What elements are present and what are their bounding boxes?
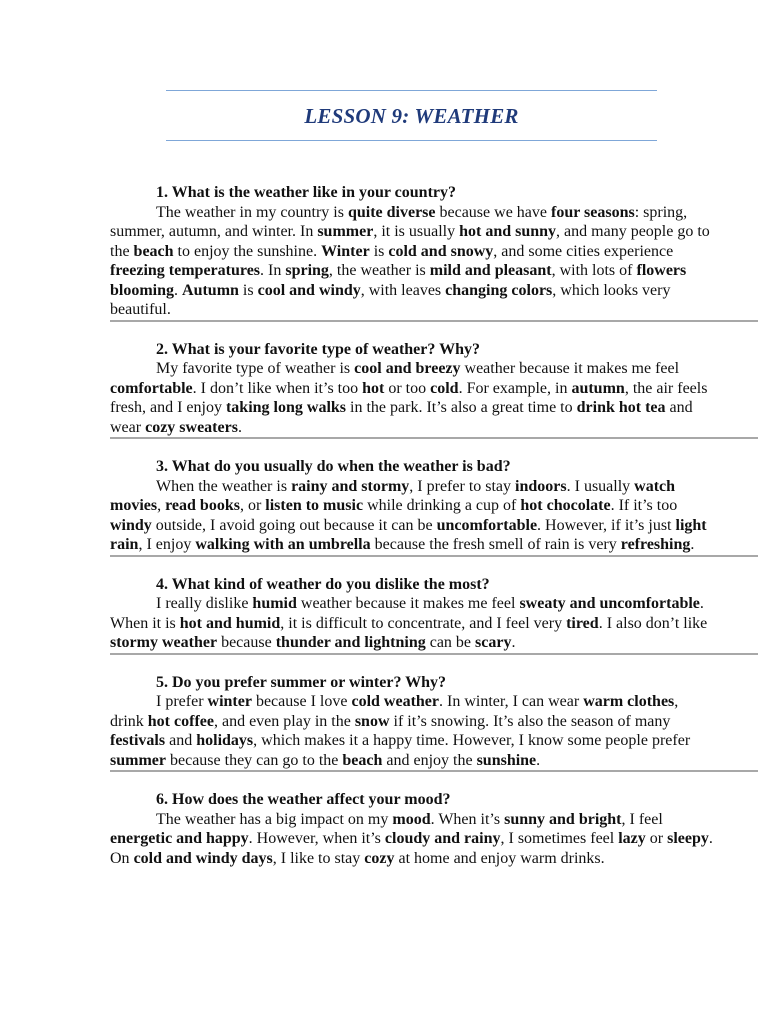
answer-text: .	[174, 281, 183, 299]
answer-text: .	[690, 536, 695, 553]
answer-keyword: four seasons	[551, 203, 635, 221]
page-title: LESSON 9: WEATHER	[304, 104, 519, 128]
answer-text: When the weather is	[156, 477, 292, 495]
answer-keyword: read books	[165, 497, 240, 514]
answer-keyword: humid	[252, 595, 297, 612]
answer-keyword: sleepy	[667, 830, 709, 847]
answer-keyword: beach	[342, 751, 383, 769]
answer-keyword: flowers blooming	[110, 262, 687, 299]
question-heading: 5. Do you prefer summer or winter? Why?	[156, 673, 447, 691]
answer-keyword: cold	[430, 379, 459, 397]
answer-text: in the park. It’s also a great time to	[346, 399, 577, 416]
answer-keyword: rainy and stormy	[291, 477, 410, 495]
answer-paragraph	[110, 594, 758, 653]
answer-keyword: changing colors	[445, 281, 553, 299]
answer-keyword: tired	[566, 614, 599, 632]
answer-keyword: thunder and lightning	[275, 634, 426, 651]
answer-keyword: cozy	[364, 849, 395, 867]
answer-keyword: hot and sunny	[459, 223, 557, 240]
answer-text: I prefer	[156, 693, 208, 710]
answer-keyword: cool and windy	[257, 281, 361, 299]
answer-text: , with lots of	[551, 262, 637, 279]
answer-keyword: cold weather	[351, 693, 439, 710]
answer-paragraph	[110, 692, 758, 770]
answer-text: and wear	[110, 399, 693, 436]
answer-keyword: windy	[110, 516, 152, 534]
answer-keyword: summer	[317, 223, 374, 240]
answer-keyword: walking with an umbrella	[195, 536, 371, 553]
answer-text: because the fresh smell of rain is very	[370, 536, 621, 553]
answer-keyword: stormy weather	[110, 634, 218, 651]
answer-keyword: autumn	[571, 379, 625, 397]
answer-text: My favorite type of weather is	[156, 360, 355, 377]
answer-text: .	[511, 634, 516, 651]
answer-keyword: scary	[475, 634, 512, 651]
answer-text: while drinking a cup of	[363, 497, 521, 514]
answer-text: . In	[260, 262, 286, 279]
answer-text: . In winter, I can wear	[439, 693, 584, 710]
question-block	[110, 673, 758, 773]
answer-text: . I also don’t like	[598, 614, 708, 632]
answer-text: . When it’s	[430, 810, 505, 828]
answer-text: The weather has a big impact on my	[156, 810, 393, 828]
answer-keyword: cold and windy days	[133, 849, 273, 867]
question-heading: 4. What kind of weather do you dislike the most?	[156, 575, 490, 593]
answer-text: .	[237, 418, 242, 436]
answer-text: and	[165, 732, 197, 749]
question-heading: 1. What is the weather like in your country?	[156, 184, 457, 201]
answer-text: , it is usually	[373, 223, 460, 240]
answer-text: . For example, in	[458, 379, 572, 397]
answer-keyword: light rain	[110, 516, 707, 553]
answer-text: and enjoy the	[382, 751, 477, 769]
answer-text: , which looks very beautiful.	[110, 281, 671, 318]
answer-text: weather because it makes me feel	[296, 595, 520, 612]
answer-keyword: quite diverse	[347, 203, 436, 221]
answer-text: , I sometimes feel	[500, 830, 619, 847]
answer-keyword: snow	[354, 712, 390, 730]
answer-keyword: warm clothes	[583, 693, 675, 710]
answer-keyword: Winter	[321, 242, 370, 260]
answer-keyword: listen to music	[265, 497, 364, 514]
answer-keyword: Autumn	[182, 281, 239, 299]
answer-text: or	[645, 830, 668, 847]
answer-text: is	[369, 242, 389, 260]
answer-text: : spring, summer, autumn, and winter. In	[110, 203, 688, 240]
answer-keyword: taking long walks	[225, 399, 347, 416]
answer-text: . However, if it’s just	[537, 516, 676, 534]
answer-keyword: watch movies	[110, 477, 676, 514]
answer-text: is	[238, 281, 258, 299]
answer-paragraph	[110, 359, 758, 437]
answer-text: ,	[157, 497, 166, 514]
answer-text: if it’s snowing. It’s also the season of many	[389, 712, 671, 730]
answer-text: because	[217, 634, 276, 651]
answer-keyword: sunshine	[476, 751, 537, 769]
answer-keyword: hot chocolate	[520, 497, 611, 514]
answer-keyword: beach	[133, 242, 174, 260]
answer-keyword: cozy sweaters	[145, 418, 238, 436]
answer-text: , I enjoy	[138, 536, 196, 553]
answer-keyword: lazy	[618, 830, 646, 847]
answer-text: . When it is	[110, 595, 704, 632]
title-top-rule	[166, 90, 657, 91]
answer-keyword: uncomfortable	[436, 516, 538, 534]
answer-text: at home and enjoy warm drinks.	[394, 849, 605, 867]
answer-keyword: sunny and bright	[504, 810, 622, 828]
answer-text: weather because it makes me feel	[460, 360, 680, 377]
answer-text: , drink	[110, 693, 679, 730]
answer-text: , the air feels fresh, and I enjoy	[110, 379, 708, 416]
answer-text: . If it’s too	[610, 497, 678, 514]
answer-keyword: freezing temperatures	[110, 262, 261, 279]
question-block	[110, 790, 758, 868]
answer-keyword: hot coffee	[147, 712, 214, 730]
title-bottom-rule	[166, 140, 657, 141]
answer-keyword: comfortable	[110, 379, 193, 397]
answer-text: or too	[384, 379, 431, 397]
answer-keyword: cloudy and rainy	[384, 830, 501, 847]
question-heading: 3. What do you usually do when the weather is bad?	[156, 458, 511, 475]
answer-text: , which makes it a happy time. However, I know some people prefer	[253, 732, 691, 749]
answer-text: because I love	[251, 693, 352, 710]
answer-keyword: winter	[207, 693, 252, 710]
answer-text: , I prefer to stay	[409, 477, 516, 495]
answer-keyword: hot and humid	[179, 614, 281, 632]
answer-text: . However, when it’s	[248, 830, 385, 847]
question-block	[110, 340, 758, 440]
answer-paragraph	[110, 477, 758, 555]
question-block	[110, 457, 758, 557]
answer-keyword: cool and breezy	[354, 360, 461, 377]
answer-keyword: indoors	[515, 477, 567, 495]
answer-text: .	[536, 751, 541, 769]
answer-text: . I don’t like when it’s too	[192, 379, 363, 397]
answer-text: , or	[239, 497, 266, 514]
answer-keyword: summer	[110, 751, 166, 769]
answer-text: The weather in my country is	[156, 203, 348, 221]
answer-text: , the weather is	[328, 262, 430, 279]
answer-keyword: mild and pleasant	[429, 262, 552, 279]
answer-text: because we have	[435, 203, 551, 221]
answer-keyword: sweaty and uncomfortable	[519, 595, 700, 612]
answer-keyword: holidays	[196, 732, 254, 749]
answer-text: , I like to stay	[272, 849, 365, 867]
answer-text: , with leaves	[360, 281, 446, 299]
answer-text: outside, I avoid going out because it can be	[151, 516, 437, 534]
answer-keyword: spring	[285, 262, 329, 279]
answer-text: , I feel	[621, 810, 663, 828]
question-block	[110, 575, 758, 655]
answer-keyword: festivals	[110, 732, 166, 749]
answer-keyword: hot	[362, 379, 385, 397]
answer-keyword: cold and snowy	[388, 242, 494, 260]
questions-list	[110, 183, 758, 886]
answer-paragraph	[110, 810, 758, 869]
answer-keyword: mood	[392, 810, 431, 828]
answer-text: , and many people go to the	[110, 223, 710, 260]
answer-keyword: drink hot tea	[576, 399, 666, 416]
answer-text: . On	[110, 830, 713, 867]
answer-text: , and some cities experience	[493, 242, 674, 260]
question-heading: 2. What is your favorite type of weather? Why?	[156, 340, 480, 358]
question-block	[110, 183, 758, 322]
answer-text: , and even play in the	[213, 712, 355, 730]
answer-paragraph	[110, 203, 758, 320]
answer-keyword: refreshing	[620, 536, 691, 553]
answer-text: to enjoy the sunshine.	[173, 242, 322, 260]
question-heading: 6. How does the weather affect your mood?	[156, 791, 451, 808]
answer-keyword: energetic and happy	[110, 830, 249, 847]
answer-text: because they can go to the	[165, 751, 343, 769]
answer-text: I really dislike	[156, 595, 253, 612]
answer-text: , it is difficult to concentrate, and I feel very	[280, 614, 567, 632]
answer-text: . I usually	[566, 477, 635, 495]
answer-text: can be	[425, 634, 476, 651]
